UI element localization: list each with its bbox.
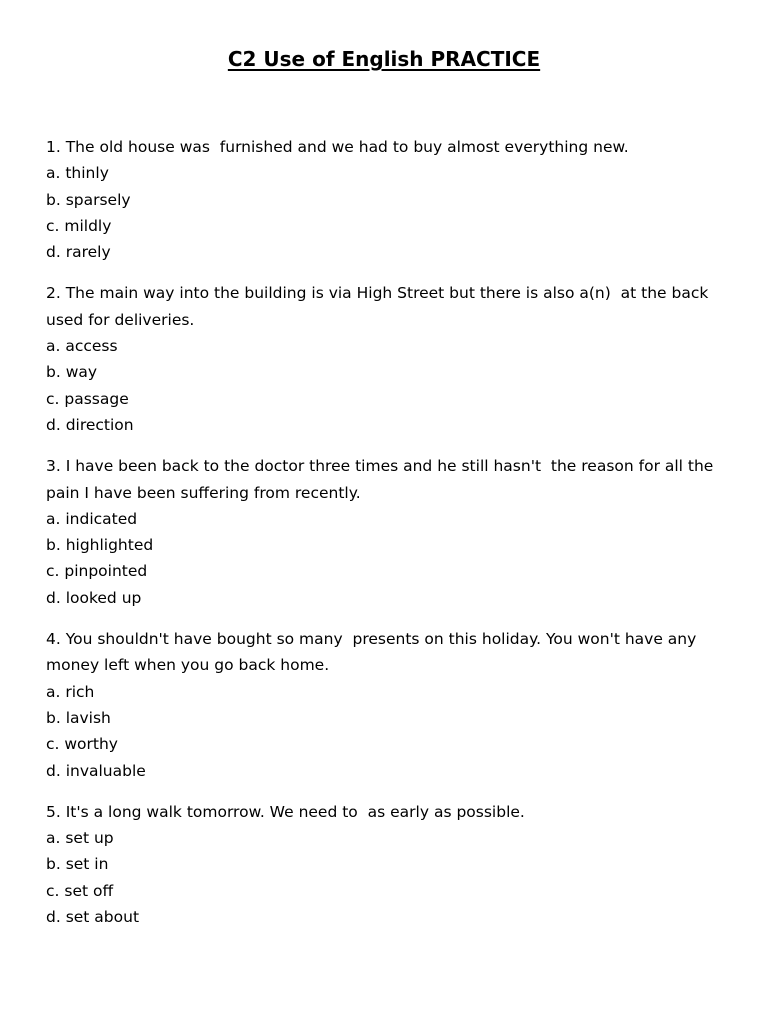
answer-option-c: c. pinpointed <box>46 562 148 581</box>
answer-options <box>46 160 736 265</box>
answer-option-a: a. access <box>46 337 118 356</box>
answer-option-a: a. rich <box>46 682 95 701</box>
question-text: 4. You shouldn't have bought so many presents on this holiday. You won't have any money left when you go back home. <box>46 630 702 675</box>
answer-options <box>46 333 736 438</box>
answer-option-a: a. indicated <box>46 509 138 528</box>
answer-option-c: c. set off <box>46 881 114 900</box>
question-3 <box>46 453 736 611</box>
answer-option-d: d. set about <box>46 908 140 927</box>
question-text: 2. The main way into the building is via High Street but there is also a(n) at the back used for deliveries. <box>46 284 714 329</box>
answer-option-d: d. looked up <box>46 588 142 607</box>
question-list <box>46 134 736 945</box>
answer-option-d: d. rarely <box>46 243 111 262</box>
answer-options <box>46 679 736 784</box>
answer-option-a: a. thinly <box>46 164 109 183</box>
answer-option-b: b. way <box>46 363 98 382</box>
answer-options <box>46 825 736 930</box>
answer-option-b: b. sparsely <box>46 190 131 209</box>
question-text: 5. It's a long walk tomorrow. We need to as early as possible. <box>46 802 525 821</box>
answer-option-b: b. lavish <box>46 708 111 727</box>
question-4 <box>46 626 736 784</box>
answer-option-a: a. set up <box>46 829 114 848</box>
question-text: 1. The old house was furnished and we had to buy almost everything new. <box>46 138 629 156</box>
answer-option-c: c. worthy <box>46 735 118 754</box>
question-text: 3. I have been back to the doctor three times and he still hasn't the reason for all the pain I have been suffering from recently. <box>46 457 719 502</box>
question-2 <box>46 280 736 438</box>
question-1 <box>46 134 736 265</box>
answer-option-d: d. direction <box>46 415 134 434</box>
answer-option-b: b. set in <box>46 855 109 874</box>
answer-option-c: c. passage <box>46 389 129 408</box>
answer-option-d: d. invaluable <box>46 761 146 780</box>
page-title: C2 Use of English PRACTICE <box>227 47 541 71</box>
question-5 <box>46 799 736 930</box>
answer-option-b: b. highlighted <box>46 536 154 555</box>
answer-options <box>46 506 736 611</box>
answer-option-c: c. mildly <box>46 216 112 235</box>
